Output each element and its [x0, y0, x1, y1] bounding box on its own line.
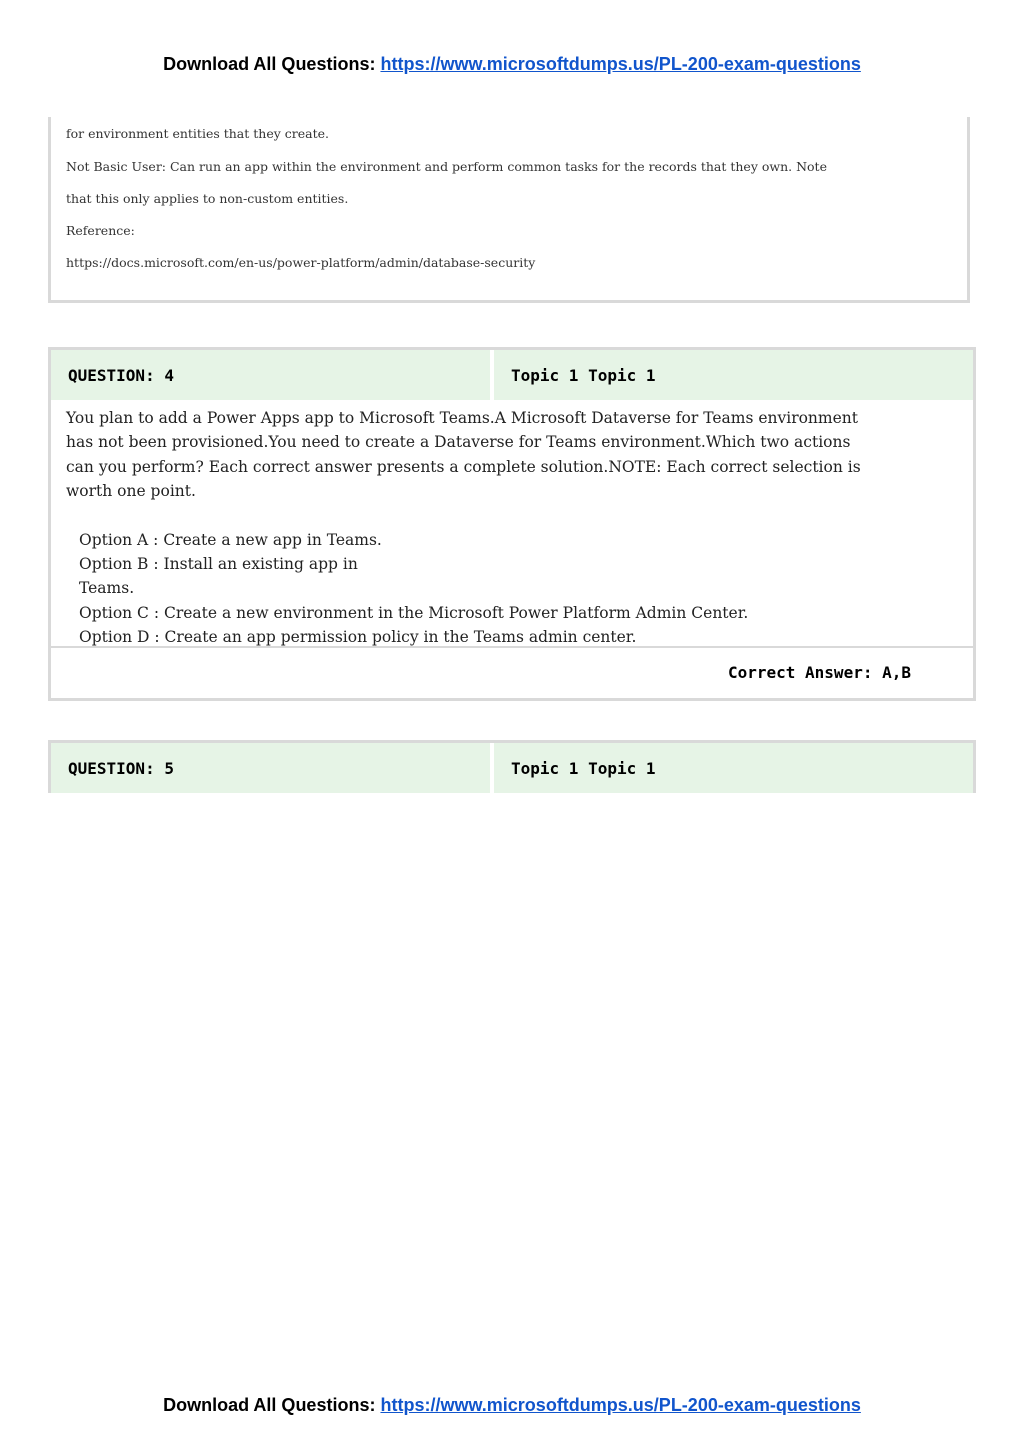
question-number: QUESTION: 5 [51, 743, 490, 793]
question-card [48, 347, 976, 701]
previous-question-continuation [48, 117, 970, 303]
banner-prefix: Download All Questions: [163, 1395, 376, 1415]
question-header [51, 743, 973, 793]
continuation-line: that this only applies to non-custom entities. [66, 191, 349, 206]
option-a: Option A : Create a new app in Teams. [79, 530, 382, 549]
question-number: QUESTION: 4 [51, 350, 490, 400]
option-b-continued: Teams. [79, 579, 135, 598]
question-body [66, 406, 956, 650]
question-stem [66, 406, 956, 504]
question-card [48, 740, 976, 793]
download-link[interactable]: https://www.microsoftdumps.us/PL-200-exam-questions [380, 54, 861, 74]
continuation-line: Reference: [66, 223, 135, 238]
continuation-line: Not Basic User: Can run an app within the environment and perform common tasks for the records that they own. Note [66, 159, 827, 174]
option-c: Option C : Create a new environment in the Microsoft Power Platform Admin Center. [79, 603, 749, 622]
option-b: Option B : Install an existing app in [79, 555, 358, 574]
answer-divider [51, 646, 973, 648]
reference-url: https://docs.microsoft.com/en-us/power-platform/admin/database-security [66, 255, 536, 270]
question-topic: Topic 1 Topic 1 [494, 743, 973, 793]
stem-line: can you perform? Each correct answer presents a complete solution.NOTE: Each correct selection is [66, 457, 861, 476]
question-header [51, 350, 973, 400]
stem-line: has not been provisioned.You need to create a Dataverse for Teams environment.Which two actions [66, 433, 851, 452]
download-banner-bottom [0, 1394, 1024, 1416]
banner-prefix: Download All Questions: [163, 54, 376, 74]
option-d: Option D : Create an app permission policy in the Teams admin center. [79, 628, 637, 647]
stem-line: You plan to add a Power Apps app to Microsoft Teams.A Microsoft Dataverse for Teams environment [66, 409, 858, 427]
option-list [66, 528, 956, 650]
continuation-line: for environment entities that they create. [66, 126, 329, 141]
stem-line: worth one point. [66, 482, 196, 501]
download-banner-top [0, 53, 1024, 75]
download-link[interactable]: https://www.microsoftdumps.us/PL-200-exam-questions [380, 1395, 861, 1415]
question-topic: Topic 1 Topic 1 [494, 350, 973, 400]
correct-answer: Correct Answer: A,B [727, 663, 911, 682]
